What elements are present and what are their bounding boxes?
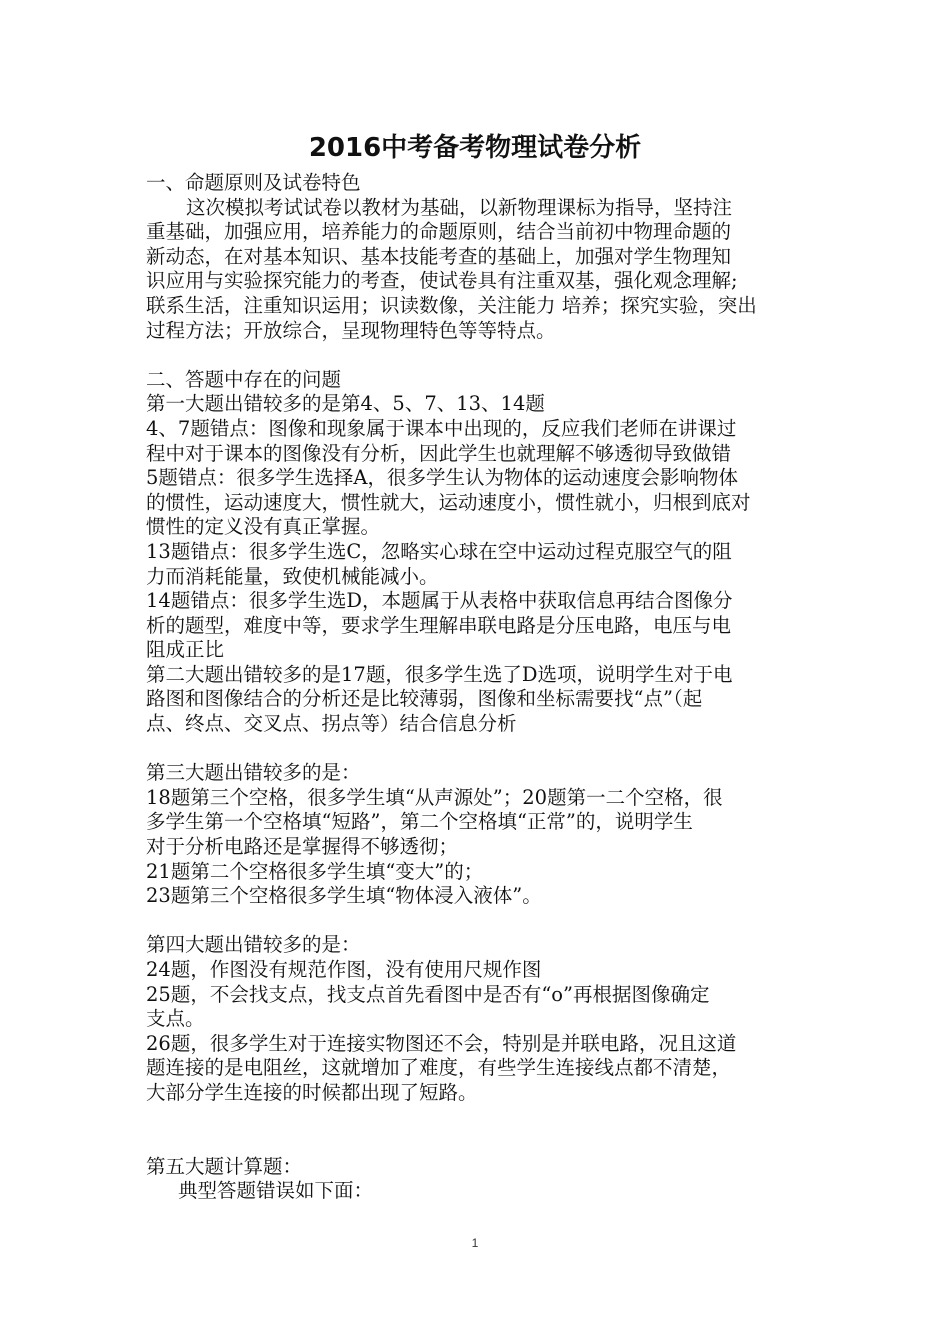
paragraph-line: 点、终点、交叉点、拐点等）结合信息分析 — [146, 712, 517, 736]
paragraph-line: 4、7题错点：图像和现象属于课本中出现的，反应我们老师在讲课过 — [146, 416, 737, 440]
blank-line — [146, 1106, 810, 1155]
paragraph-line: 26题，很多学生对于连接实物图还不会，特别是并联电路，况且这道 — [146, 1031, 737, 1055]
paragraph-line: 21题第二个空格很多学生填“变大”的； — [146, 859, 484, 883]
paragraph-line: 重基础，加强应用，培养能力的命题原则，结合当前初中物理命题的 — [146, 220, 732, 244]
paragraph-line: 5题错点：很多学生选择A，很多学生认为物体的运动速度会影响物体 — [146, 466, 738, 490]
paragraph-line: 13题错点：很多学生选C，忽略实心球在空中运动过程克服空气的阻 — [146, 539, 732, 563]
document-title: 2016中考备考物理试卷分析 — [308, 133, 642, 163]
paragraph-line: 第四大题出错较多的是： — [146, 933, 361, 957]
paragraph-line: 路图和图像结合的分析还是比较薄弱，图像和坐标需要找“点”（起 — [146, 687, 703, 711]
paragraph-line: 对于分析电路还是掌握得不够透彻； — [146, 835, 459, 859]
section-heading: 第五大题计算题： — [146, 1154, 303, 1178]
paragraph-line: 识应用与实验探究能力的考查，使试卷具有注重双基，强化观念理解; — [146, 269, 738, 293]
paragraph-line: 过程方法；开放综合，呈现物理特色等等特点。 — [146, 318, 556, 342]
paragraph-line: 第二大题出错较多的是17题，很多学生选了D选项，说明学生对于电 — [146, 662, 733, 686]
paragraph-line: 阻成正比 — [146, 638, 225, 662]
page-number: 1 — [471, 1236, 479, 1250]
blank-line — [146, 343, 810, 368]
paragraph-line: 程中对于课本的图像没有分析，因此学生也就理解不够透彻导致做错 — [146, 441, 732, 465]
paragraph-line: 24题，作图没有规范作图，没有使用尺规作图 — [146, 958, 542, 981]
paragraph-line: 多学生第一个空格填“短路”，第二个空格填“正常”的，说明学生 — [146, 810, 693, 834]
blank-line — [146, 737, 810, 762]
paragraph-line: 18题第三个空格，很多学生填“从声源处”；20题第一二个空格，很 — [146, 785, 723, 809]
paragraph-line: 力而消耗能量，致使机械能减小。 — [146, 564, 439, 588]
section-heading: 二、答题中存在的问题 — [146, 367, 342, 391]
section-heading: 一、命题原则及试卷特色 — [146, 171, 361, 194]
paragraph-line: 14题错点：很多学生选D，本题属于从表格中获取信息再结合图像分 — [146, 589, 733, 613]
blank-line — [146, 909, 810, 934]
paragraph-line: 典型答题错误如下面： — [178, 1179, 374, 1203]
paragraph-line: 新动态，在对基本知识、基本技能考查的基础上，加强对学生物理知 — [146, 244, 732, 268]
paragraph-line: 惯性的定义没有真正掌握。 — [146, 515, 381, 539]
paragraph-line: 题连接的是电阻丝，这就增加了难度，有些学生连接线点都不清楚， — [146, 1056, 732, 1080]
paragraph-line: 第三大题出错较多的是： — [146, 761, 361, 785]
paragraph-line: 这次模拟考试试卷以教材为基础，以新物理课标为指导，坚持注 — [186, 195, 733, 219]
paragraph-line: 支点。 — [146, 1007, 205, 1031]
document-body — [146, 171, 810, 1204]
paragraph-line: 的惯性，运动速度大，惯性就大，运动速度小，惯性就小，归根到底对 — [146, 490, 751, 514]
paragraph-line: 第一大题出错较多的是第4、5、7、13、14题 — [146, 392, 545, 416]
paragraph-line: 大部分学生连接的时候都出现了短路。 — [146, 1080, 478, 1104]
paragraph-line: 析的题型，难度中等，要求学生理解串联电路是分压电路，电压与电 — [146, 613, 732, 637]
paragraph-line: 23题第三个空格很多学生填“物体浸入液体”。 — [146, 884, 542, 908]
paragraph-line: 联系生活，注重知识运用；识读数像，关注能力 培养；探究实验，突出 — [146, 293, 757, 317]
paragraph-line: 25题，不会找支点，找支点首先看图中是否有“o”再根据图像确定 — [146, 982, 710, 1006]
